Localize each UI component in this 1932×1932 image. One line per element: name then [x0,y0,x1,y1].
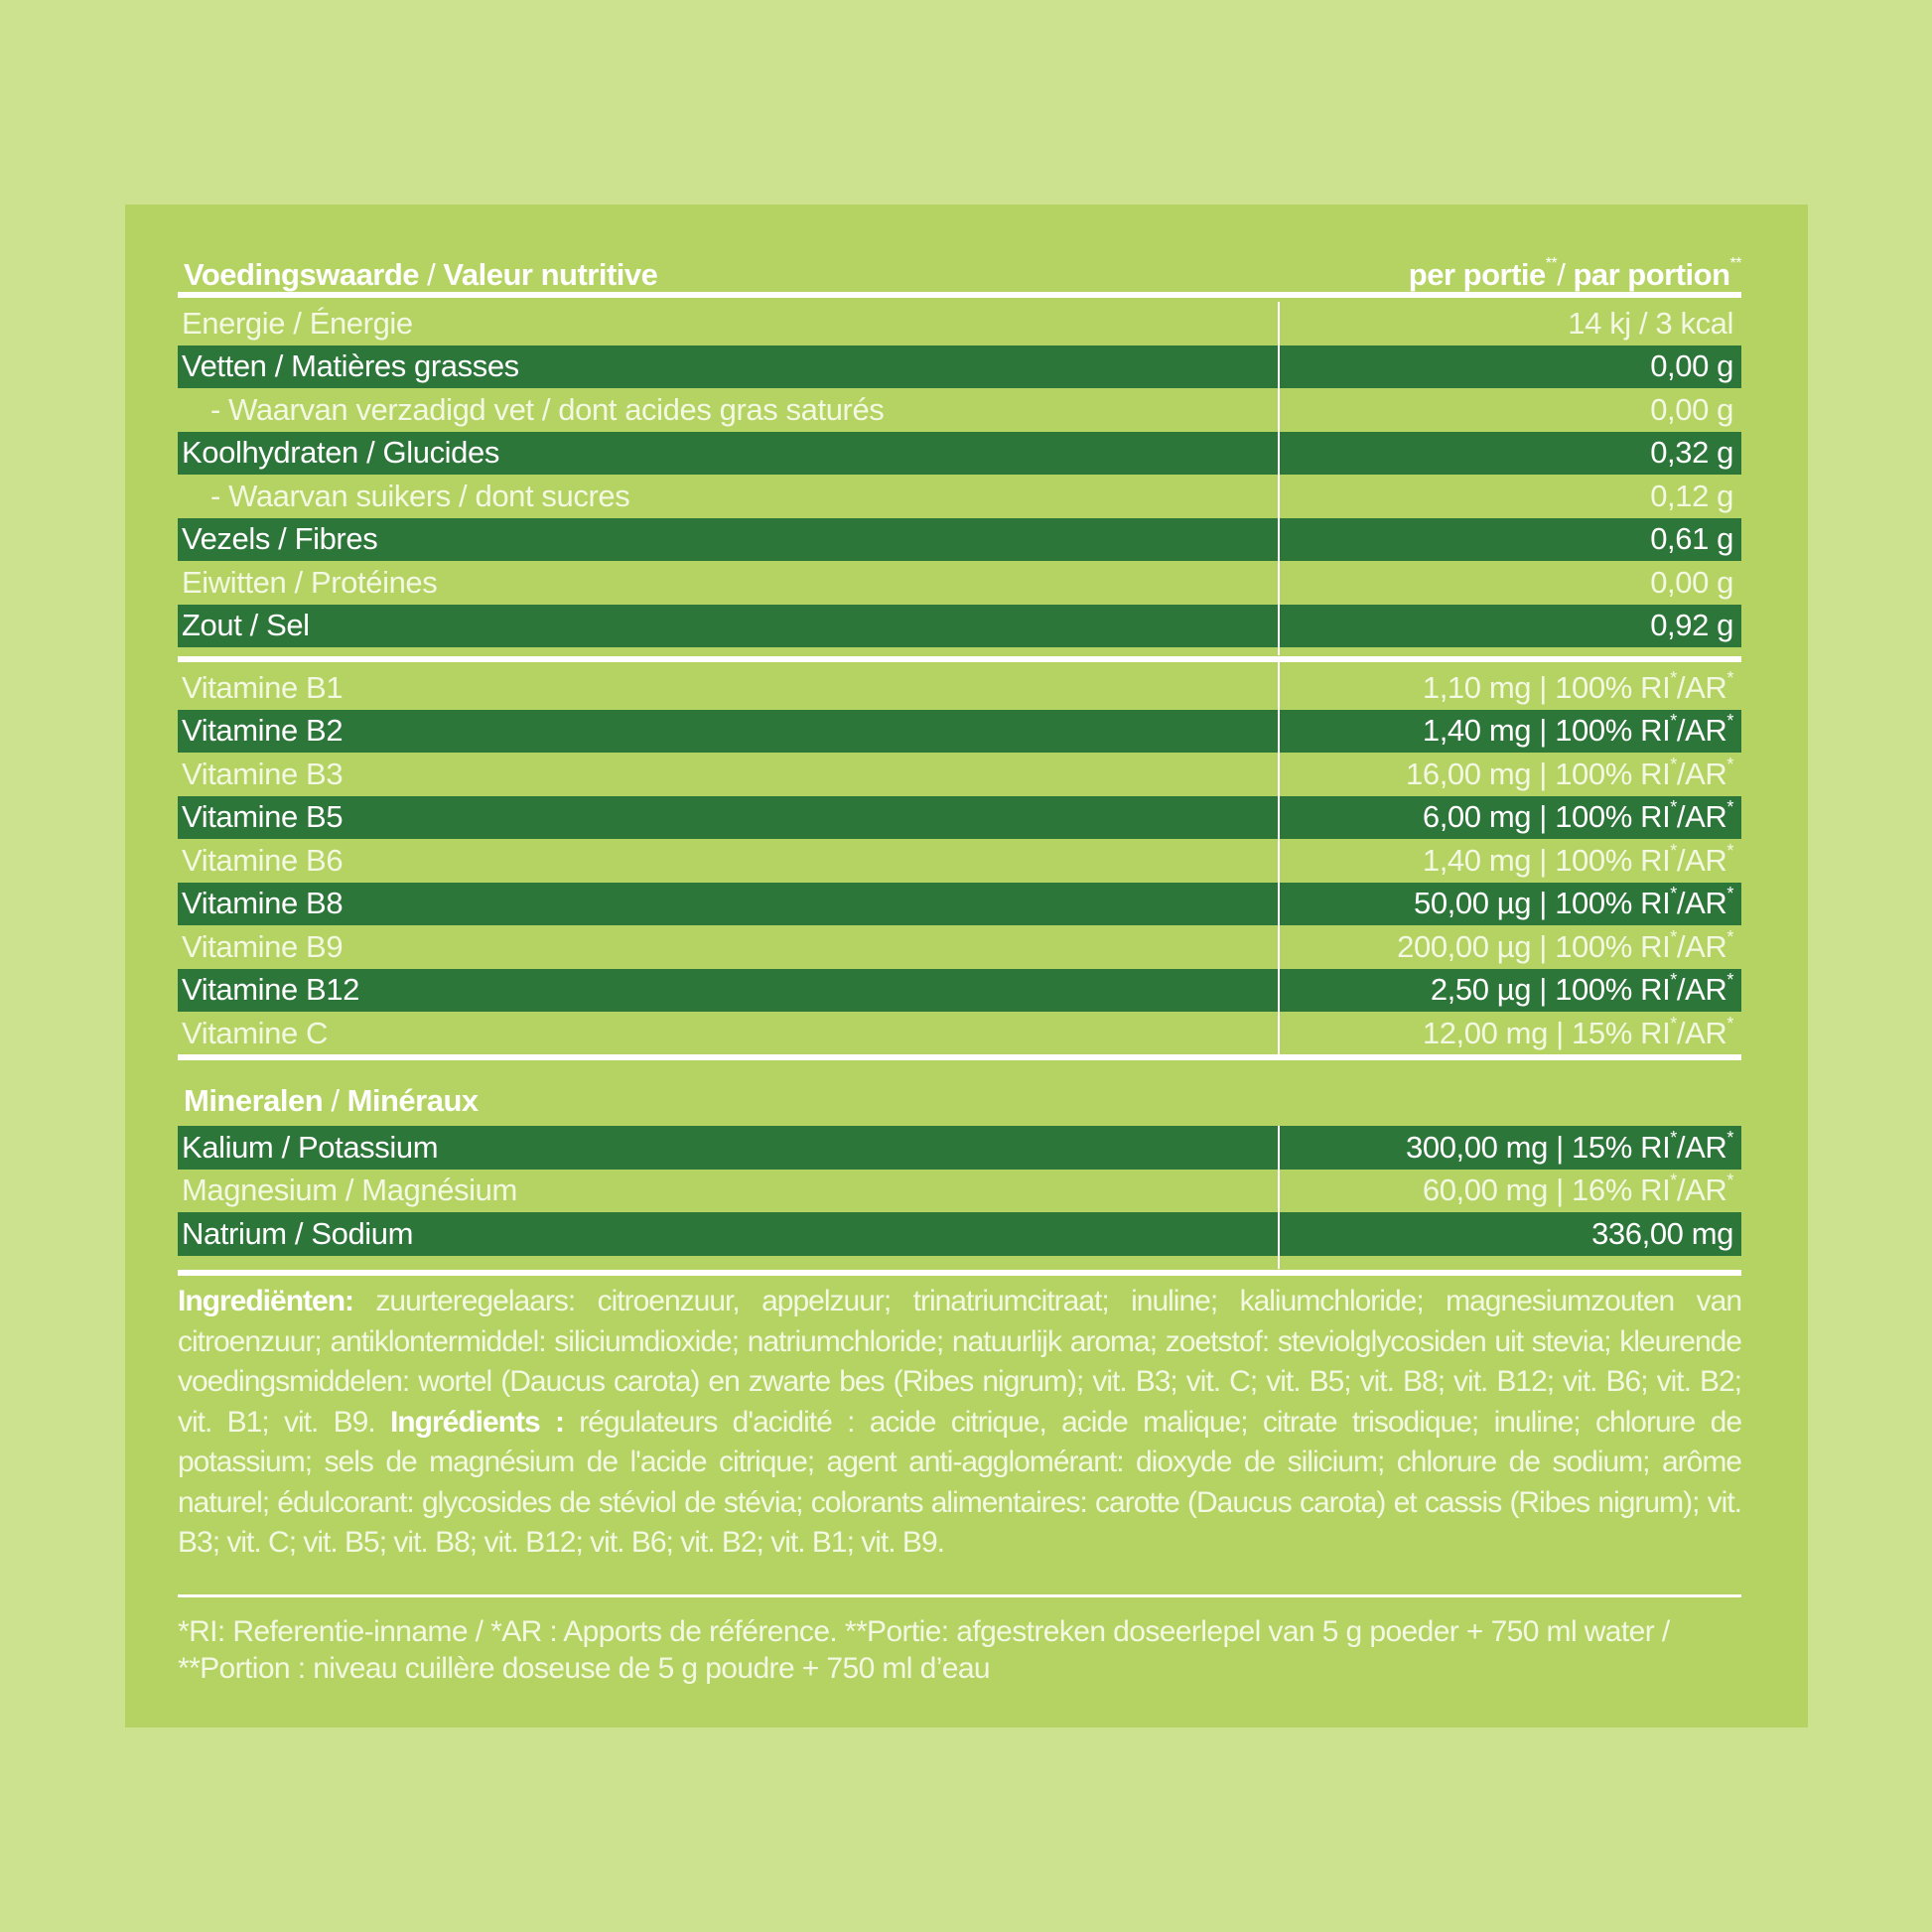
vitamin-row [178,883,1741,926]
vitamin-label: Vitamine B5 [182,799,344,835]
table-header [178,240,1741,310]
vitamin-row [178,969,1741,1013]
nutrition-row [178,345,1741,389]
column-divider [1278,662,1280,1059]
vitamin-ar: /AR [1676,669,1727,705]
vitamin-value [1277,926,1741,965]
mineral-amount: 60,00 mg [1422,1173,1548,1208]
value-separator: | [1547,1129,1573,1165]
vitamin-amount: 200,00 µg [1397,928,1532,964]
mineral-amount: 336,00 mg [1591,1215,1733,1251]
vitamin-label: Vitamine B6 [182,842,344,878]
divider-top [178,292,1741,298]
header-separator: / [419,257,444,292]
vitamin-ri: 100% RI [1555,669,1671,705]
star-mark: * [1670,1171,1677,1191]
mineral-value [1277,1173,1741,1208]
column-divider [1278,1126,1280,1269]
vitamin-ri: 100% RI [1555,799,1671,835]
nutrition-label: Vetten / Matières grasses [182,348,519,384]
vitamin-label: Vitamine B8 [182,886,344,921]
value-separator: | [1531,886,1556,921]
nutrition-label: Energie / Énergie [182,305,413,341]
vitamin-value [1277,840,1741,879]
mineral-row [178,1212,1741,1256]
nutrition-label: - Waarvan verzadigd vet / dont acides gras saturés [210,391,885,427]
vitamin-ri: 100% RI [1555,713,1671,749]
vitamin-label: Vitamine B3 [182,756,344,791]
nutrition-row [178,518,1741,562]
nutrition-row [178,475,1741,518]
mineral-label: Magnesium / Magnésium [182,1173,517,1208]
vitamin-label: Vitamine C [182,1015,329,1050]
nutrition-row [178,388,1741,432]
footnote: *RI: Referentie-inname / *AR : Apports de référence. **Portie: afgestreken doseerlepel van 5 g poeder + 750 ml water / **Portion : niveau cuillère doseuse de 5 g poudre + 750 ml d’eau [178,1615,1670,1685]
nutrition-value: 0,12 g [1650,478,1733,513]
header-per-portie: per portie [1408,257,1546,292]
ingredients-nl: zuurteregelaars: citroenzuur, appelzuur; trinatriumcitraat; inuline; kaliumchloride; magnesiumzouten van citroenzuur; antiklontermiddel: siliciumdioxide; natriumchloride; natuurlijk aroma; zoetstof: steviolglycosiden uit stevia; kleurende voedingsmiddelen: wortel (Daucus carota) en zwarte bes (Ribes nigrum); vit. B3; vit. C; vit. B5; vit. B8; vit. B12; vit. B6; vit. B2; vit. B1; vit. B9. [178,1285,1741,1439]
vitamin-ar: /AR [1676,799,1727,835]
vitamin-amount: 12,00 mg [1422,1015,1548,1050]
mineral-value [1277,1216,1741,1252]
nutrition-value: 14 kj / 3 kcal [1568,305,1733,341]
value-separator: | [1547,1015,1573,1050]
vitamin-ar: /AR [1676,972,1727,1008]
value-separator: | [1531,842,1556,878]
vitamin-ar: /AR [1676,842,1727,878]
header-sup: ** [1729,255,1741,272]
column-divider [1278,302,1280,655]
divider-vitamins [178,1054,1741,1060]
vitamin-label: Vitamine B2 [182,713,344,749]
vitamin-value [1277,1013,1741,1051]
nutrition-value: 0,61 g [1650,521,1733,557]
mineral-ri: 16% RI [1572,1173,1671,1208]
vitamin-ar: /AR [1676,928,1727,964]
vitamin-row [178,839,1741,883]
header-sup: ** [1545,255,1558,272]
ingredients-label-nl: Ingrediënten: [178,1285,354,1317]
nutrition-row [178,561,1741,605]
vitamin-ar: /AR [1676,756,1727,791]
nutrition-value: 0,00 g [1650,564,1733,600]
minerals-title-fr: Minéraux [346,1083,479,1118]
vitamin-label: Vitamine B1 [182,669,344,705]
nutrition-panel [125,205,1808,1727]
vitamin-ar: /AR [1676,886,1727,921]
header-left [178,257,657,293]
vitamin-ri: 15% RI [1572,1015,1671,1050]
vitamin-row [178,710,1741,754]
nutrition-row [178,605,1741,648]
star-mark: * [1726,797,1733,818]
nutrition-value: 0,32 g [1650,435,1733,471]
star-mark: * [1726,970,1733,991]
mineral-amount: 300,00 mg [1406,1129,1548,1165]
header-par-portion: par portion [1573,257,1730,292]
vitamin-amount: 16,00 mg [1406,756,1532,791]
divider-nutrition [178,656,1741,662]
ingredients-label-fr: Ingrédients : [389,1405,564,1439]
vitamin-amount: 6,00 mg [1422,799,1532,835]
value-separator: | [1531,756,1556,791]
vitamin-amount: 50,00 µg [1414,886,1532,921]
vitamin-amount: 1,40 mg [1422,713,1532,749]
nutrition-label: Eiwitten / Protéines [182,564,438,600]
minerals-title-nl: Mineralen [184,1083,324,1118]
vitamin-value [1277,972,1741,1008]
mineral-row [178,1126,1741,1170]
vitamin-value [1277,886,1741,921]
nutrition-label: Zout / Sel [182,608,310,643]
ingredients-fr: régulateurs d'acidité : acide citrique, acide malique; citrate trisodique; inuline; chlorure de potassium; sels de magnésium de l'acide citrique; agent anti-agglomérant: dioxyde de silicium; chlorure de sodium; arôme naturel; édulcorant: glycosides de stéviol de stévia; colorants alimentaires: carotte (Daucus carota) et cassis (Ribes nigrum); vit. B3; vit. C; vit. B5; vit. B8; vit. B12; vit. B6; vit. B2; vit. B1; vit. B9. [178,1405,1742,1559]
mineral-label: Natrium / Sodium [182,1215,414,1251]
vitamin-value [1277,667,1741,706]
nutrition-label: Koolhydraten / Glucides [182,435,499,471]
value-separator: | [1531,972,1556,1008]
value-separator: | [1531,713,1556,749]
star-mark: * [1726,711,1733,732]
vitamin-ar: /AR [1676,1015,1727,1050]
star-mark: * [1670,1127,1677,1148]
nutrition-value: 0,00 g [1650,348,1733,384]
minerals-title-sep: / [323,1083,347,1118]
star-mark: * [1726,840,1733,861]
star-mark: * [1726,884,1733,904]
mineral-ar: /AR [1676,1173,1727,1208]
header-separator: / [1557,257,1574,292]
nutrition-label: - Waarvan suikers / dont sucres [210,478,630,513]
divider-minerals [178,1270,1741,1276]
vitamin-ri: 100% RI [1555,972,1671,1008]
vitamin-row [178,753,1741,796]
vitamin-amount: 2,50 µg [1430,972,1532,1008]
vitamin-row [178,666,1741,710]
mineral-label: Kalium / Potassium [182,1129,439,1165]
star-mark: * [1670,711,1677,732]
vitamin-ri: 100% RI [1555,928,1671,964]
vitamin-value [1277,754,1741,792]
nutrition-row [178,432,1741,476]
star-mark: * [1670,754,1677,774]
mineral-row [178,1170,1741,1213]
star-mark: * [1726,1171,1733,1191]
vitamin-amount: 1,40 mg [1422,842,1532,878]
header-right [1409,257,1741,293]
nutrition-value: 0,92 g [1650,608,1733,643]
value-separator: | [1547,1173,1573,1208]
vitamin-label: Vitamine B9 [182,928,344,964]
mineral-ar: /AR [1676,1129,1727,1165]
vitamin-ri: 100% RI [1555,886,1671,921]
ingredients-text [178,1282,1741,1564]
vitamin-amount: 1,10 mg [1422,669,1532,705]
vitamin-value [1277,713,1741,749]
vitamin-value [1277,799,1741,835]
vitamin-row [178,925,1741,969]
vitamin-table [178,666,1741,1055]
star-mark: * [1670,797,1677,818]
vitamin-row [178,796,1741,840]
header-title-nl: Voedingswaarde [184,257,420,292]
star-mark: * [1726,926,1733,947]
star-mark: * [1726,754,1733,774]
nutrition-value: 0,00 g [1650,391,1733,427]
vitamin-row [178,1012,1741,1055]
star-mark: * [1670,926,1677,947]
star-mark: * [1726,1127,1733,1148]
nutrition-label: Vezels / Fibres [182,521,378,557]
mineral-ri: 15% RI [1572,1129,1671,1165]
value-separator: | [1531,799,1556,835]
star-mark: * [1726,1013,1733,1034]
divider-ingredients [178,1594,1741,1597]
vitamin-ar: /AR [1676,713,1727,749]
star-mark: * [1670,667,1677,688]
star-mark: * [1670,1013,1677,1034]
mineral-table [178,1126,1741,1256]
star-mark: * [1670,840,1677,861]
header-title-fr: Valeur nutritive [443,257,658,292]
vitamin-label: Vitamine B12 [182,972,360,1008]
vitamin-ri: 100% RI [1555,756,1671,791]
minerals-title [184,1083,479,1119]
star-mark: * [1670,884,1677,904]
mineral-value [1277,1127,1741,1166]
nutrition-table [178,302,1741,647]
star-mark: * [1670,970,1677,991]
star-mark: * [1726,667,1733,688]
value-separator: | [1531,669,1556,705]
value-separator: | [1531,928,1556,964]
vitamin-ri: 100% RI [1555,842,1671,878]
nutrition-row [178,302,1741,345]
